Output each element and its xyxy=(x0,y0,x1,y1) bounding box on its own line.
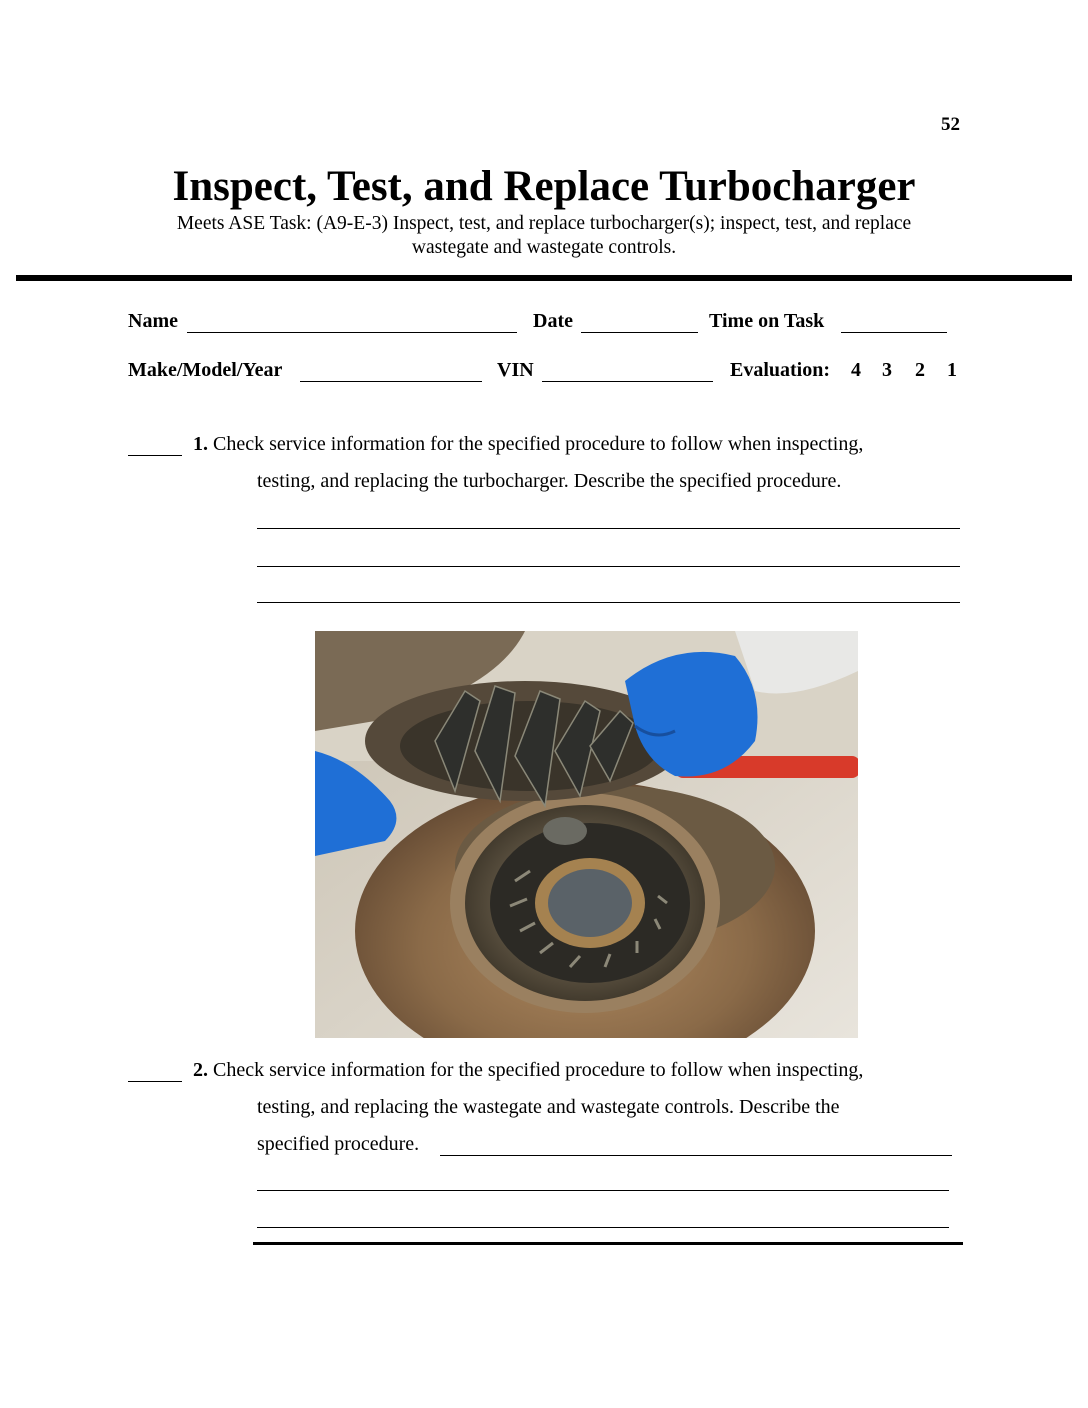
evaluation-score-2[interactable]: 2 xyxy=(915,359,925,381)
evaluation-score-3[interactable]: 3 xyxy=(882,359,892,381)
make-model-year-label: Make/Model/Year xyxy=(128,359,283,381)
step-2-line-3: specified procedure. xyxy=(257,1133,420,1155)
vin-label: VIN xyxy=(497,359,534,381)
ase-task-line-1: Meets ASE Task: (A9-E-3) Inspect, test, and replace turbocharger(s); inspect, test, and replace xyxy=(176,213,912,234)
time-on-task-field[interactable] xyxy=(841,332,947,333)
make-model-year-field[interactable] xyxy=(300,381,482,382)
turbine-nut xyxy=(543,817,587,845)
step-1-number: 1. xyxy=(193,433,208,455)
step-2-answer-line-3[interactable] xyxy=(257,1227,949,1228)
step-1-checkbox-line[interactable] xyxy=(128,455,182,456)
step-1-answer-line-3[interactable] xyxy=(257,602,960,603)
evaluation-score-4[interactable]: 4 xyxy=(851,359,861,381)
step-1-line-1: Check service information for the specified procedure to follow when inspecting, xyxy=(213,433,864,455)
step-1-text xyxy=(193,426,863,463)
page-number: 52 xyxy=(941,114,960,135)
date-label: Date xyxy=(533,310,573,332)
step-2-answer-line-2[interactable] xyxy=(257,1190,949,1191)
name-field[interactable] xyxy=(187,332,517,333)
step-1-line-2: testing, and replacing the turbocharger. Describe the specified procedure. xyxy=(257,470,842,492)
ase-task-line-2: wastegate and wastegate controls. xyxy=(411,237,677,258)
step-2-line-2: testing, and replacing the wastegate and wastegate controls. Describe the xyxy=(257,1096,840,1118)
evaluation-score-1[interactable]: 1 xyxy=(947,359,957,381)
exducer-bore xyxy=(548,869,632,937)
step-2-line-1: Check service information for the specified procedure to follow when inspecting, xyxy=(213,1059,864,1081)
turbocharger-illustration xyxy=(315,631,858,1038)
step-2-text xyxy=(193,1052,863,1089)
step-1-answer-line-2[interactable] xyxy=(257,566,960,567)
vin-field[interactable] xyxy=(542,381,713,382)
step-2-checkbox-line[interactable] xyxy=(128,1081,182,1082)
evaluation-label: Evaluation: xyxy=(730,359,831,381)
footer-divider xyxy=(253,1242,963,1245)
step-2-number: 2. xyxy=(193,1059,208,1081)
time-on-task-label: Time on Task xyxy=(709,310,825,332)
turbocharger-photo xyxy=(315,631,858,1038)
ase-task-description xyxy=(120,212,968,260)
step-2-answer-line-1[interactable] xyxy=(440,1155,952,1156)
name-label: Name xyxy=(128,310,178,332)
date-field[interactable] xyxy=(581,332,698,333)
step-1-answer-line-1[interactable] xyxy=(257,528,960,529)
header-divider xyxy=(16,275,1072,281)
page-title: Inspect, Test, and Replace Turbocharger xyxy=(172,163,916,210)
